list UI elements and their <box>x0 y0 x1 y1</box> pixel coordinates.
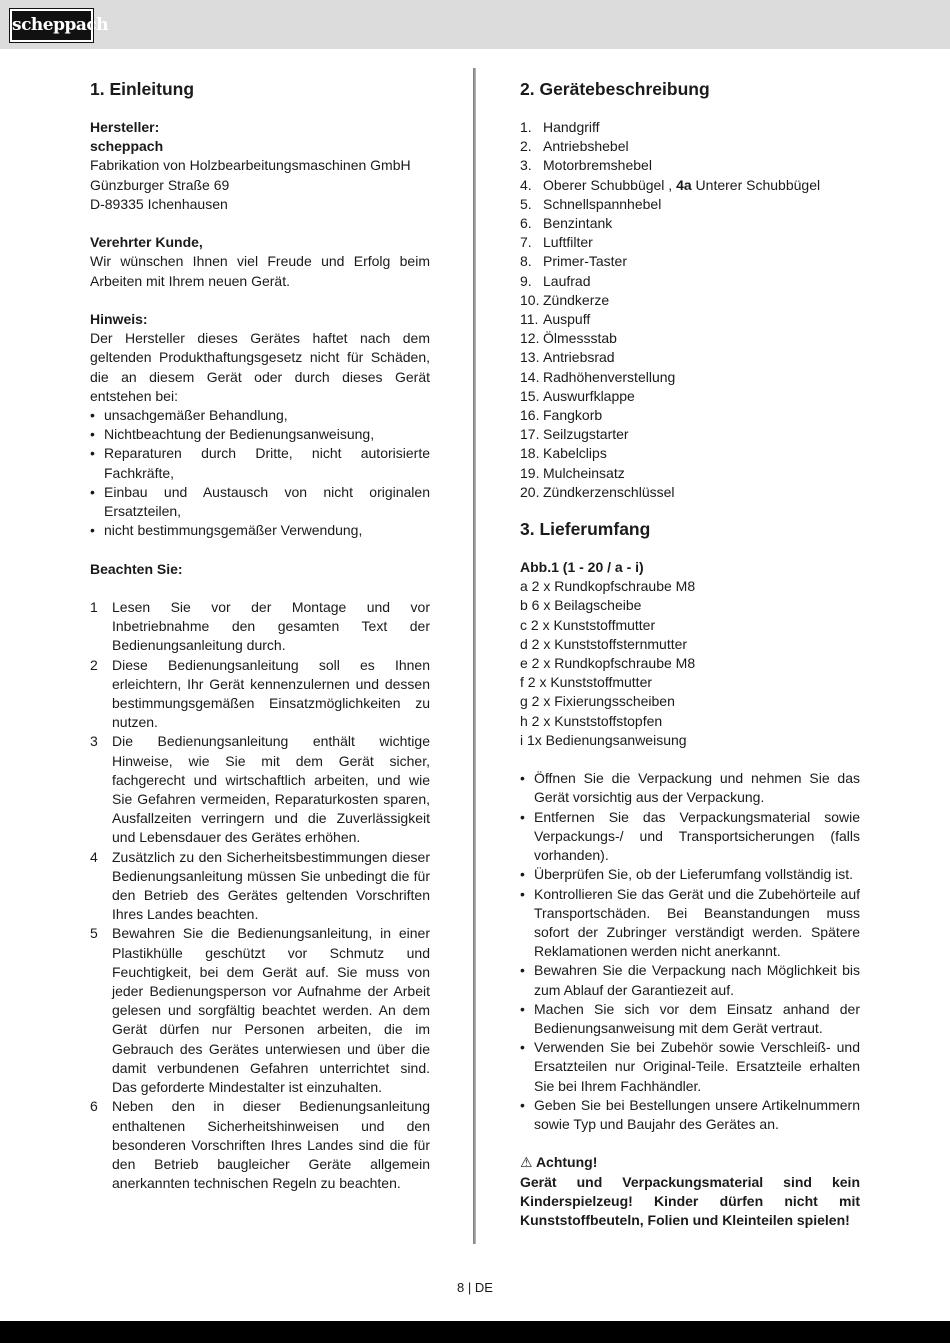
item-number: 2 <box>90 656 98 673</box>
list-item: b 6 x Beilagscheibe <box>520 597 642 614</box>
list-item: • Öffnen Sie die Verpackung und nehmen Sie das Gerät vorsichtig aus der Verpackung. <box>520 769 860 807</box>
warning-heading <box>520 1153 860 1172</box>
list-item: f 2 x Kunststoffmutter <box>520 674 653 691</box>
scheppach-logo: scheppach <box>10 9 93 42</box>
parts-list <box>520 118 860 502</box>
list-item <box>90 1097 430 1193</box>
column-divider <box>473 68 476 1244</box>
page-number: 8 | DE <box>457 1280 493 1295</box>
warning-text: Gerät und Verpackungsmaterial sind kein Kinderspielzeug! Kinder dürfen nicht mit Kunststoffbeuteln, Folien und Kleinteilen spielen! <box>520 1173 860 1228</box>
list-item: c 2 x Kunststoffmutter <box>520 616 656 633</box>
header-bar <box>0 0 950 49</box>
list-item: • Geben Sie bei Bestellungen unsere Artikelnummern sowie Typ und Baujahr des Gerätes an. <box>520 1096 860 1134</box>
list-item: • Entfernen Sie das Verpackungsmaterial sowie Verpackungs-/ und Transportsicherungen (falls vorhanden). <box>520 808 860 866</box>
list-item: i 1x Bedienungsanweisung <box>520 731 687 748</box>
greeting-label: Verehrter Kunde, <box>90 234 203 251</box>
attention-label: Beachten Sie: <box>90 560 183 577</box>
list-item: • Nichtbeachtung der Bedienungsanweisung, <box>90 425 430 444</box>
list-item: 16. Fangkorb <box>520 407 603 424</box>
list-item: 18. Kabelclips <box>520 445 607 462</box>
list-item: • Reparaturen durch Dritte, nicht autorisierte Fachkräfte, <box>90 444 430 482</box>
section-heading-scope-of-delivery: 3. Lieferumfang <box>520 519 651 540</box>
list-item <box>90 848 430 925</box>
list-item: • Einbau und Austausch von nicht originalen Ersatzteilen, <box>90 483 430 521</box>
list-item <box>90 656 430 733</box>
list-item: 19. Mulcheinsatz <box>520 464 625 481</box>
list-item: 8. Primer-Taster <box>520 253 628 270</box>
list-item: 12. Ölmessstab <box>520 330 617 347</box>
scope-list <box>520 577 860 750</box>
list-item: 2. Antriebshebel <box>520 138 629 155</box>
footer-bar <box>0 1321 950 1343</box>
list-item: a 2 x Rundkopfschraube M8 <box>520 578 696 595</box>
list-item: g 2 x Fixierungsscheiben <box>520 693 675 710</box>
address-line: D-89335 Ichenhausen <box>90 195 228 212</box>
item-number: 5 <box>90 925 98 942</box>
list-item: • unsachgemäßer Behandlung, <box>90 406 430 425</box>
list-item: 4. Oberer Schubbügel , 4a Unterer Schubbügel <box>520 176 821 193</box>
manufacturer-address <box>90 156 430 214</box>
list-item: • Bewahren Sie die Verpackung nach Möglichkeit bis zum Ablauf der Garantiezeit auf. <box>520 961 860 999</box>
list-item: • Kontrollieren Sie das Gerät und die Zubehörteile auf Transportschäden. Bei Beanstandungen muss sofort der Zubringer verständigt werden. Spätere Reklamationen werden nicht anerkannt. <box>520 885 860 962</box>
list-item: 3. Motorbremshebel <box>520 157 652 174</box>
right-column <box>520 78 860 1230</box>
section-heading-device-description: 2. Gerätebeschreibung <box>520 79 710 99</box>
item-text: Bewahren Sie die Bedienungsanleitung, in einer Plastikhülle geschützt vor Schmutz und Feuchtigkeit, bei dem Gerät auf. Sie muss von jeder Bedienungsperson vor Aufnahme der Arbeit gelesen und sorgfältig beachtet werden. An dem Gerät dürfen nur Personen arbeiten, die im Gebrauch des Gerätes unterwiesen und über die damit verbundenen Gefahren unterrichtet sind. Das geforderte Mindestalter ist einzuhalten. <box>112 925 430 1096</box>
list-item: • Verwenden Sie bei Zubehör sowie Verschleiß- und Ersatzteilen nur Original-Teile. Ersatzteile erhalten Sie bei Ihrem Fachhändler. <box>520 1038 860 1096</box>
left-column <box>90 78 430 1193</box>
list-item: 10. Zündkerze <box>520 291 610 308</box>
item-number: 6 <box>90 1098 98 1115</box>
list-item: 9. Laufrad <box>520 272 591 289</box>
item-text: Diese Bedienungsanleitung soll es Ihnen erleichtern, Ihr Gerät kennenzulernen und dessen bestimmungsgemäßen Einsatzmöglichkeiten zu nutzen. <box>112 656 430 731</box>
note-bullet-list <box>90 406 430 540</box>
numbered-instructions <box>90 598 430 1193</box>
list-item: 5. Schnellspannhebel <box>520 195 662 212</box>
item-number: 1 <box>90 599 98 616</box>
item-text: Lesen Sie vor der Montage und vor Inbetriebnahme den gesamten Text der Bedienungsanleitung durch. <box>112 599 430 654</box>
list-item: d 2 x Kunststoffsternmutter <box>520 635 688 652</box>
manufacturer-label: Hersteller: <box>90 119 160 135</box>
list-item: h 2 x Kunststoffstopfen <box>520 712 663 729</box>
list-item <box>90 598 430 656</box>
note-label: Hinweis: <box>90 311 148 327</box>
list-item: 17. Seilzugstarter <box>520 426 629 443</box>
item-number: 3 <box>90 733 98 750</box>
address-line: Fabrikation von Holzbearbeitungsmaschinen GmbH <box>90 157 411 174</box>
list-item: 14. Radhöhenverstellung <box>520 368 676 385</box>
note-text: Der Hersteller dieses Gerätes haftet nach dem geltenden Produkthaftungsgesetz nicht für Schäden, die an diesem Gerät oder durch dieses Gerät entstehen bei: <box>90 330 430 404</box>
item-text: Die Bedienungsanleitung enthält wichtige Hinweise, wie Sie mit dem Gerät sicher, fachgerecht und wirtschaftlich arbeiten, und wie Sie Gefahren vermeiden, Reparaturkosten sparen, Ausfallzeiten verringern und die Zuverlässigkeit und Lebensdauer des Gerätes erhöhen. <box>112 733 430 846</box>
list-item: 6. Benzintank <box>520 215 613 232</box>
list-item: 11. Auspuff <box>520 311 591 328</box>
figure-label: Abb.1 (1 - 20 / a - i) <box>520 559 644 576</box>
address-line: Günzburger Straße 69 <box>90 176 230 193</box>
item-text: Zusätzlich zu den Sicherheitsbestimmungen dieser Bedienungsanleitung müssen Sie unbedingt die für den Betrieb des Gerätes geltenden Vorschriften Ihres Landes beachten. <box>112 848 430 923</box>
list-item: 1. Handgriff <box>520 119 600 135</box>
list-item: 20. Zündkerzenschlüssel <box>520 483 675 500</box>
list-item: 15. Auswurfklappe <box>520 387 635 404</box>
list-item: • Überprüfen Sie, ob der Lieferumfang vollständig ist. <box>520 865 860 884</box>
list-item: e 2 x Rundkopfschraube M8 <box>520 655 696 672</box>
greeting-text: Wir wünschen Ihnen viel Freude und Erfolg beim Arbeiten mit Ihrem neuen Gerät. <box>90 253 430 289</box>
item-text: Neben den in dieser Bedienungsanleitung enthaltenen Sicherheitshinweisen und den besonderen Vorschriften Ihres Landes sind die für den Betrieb baugleicher Geräte allgemein anerkannten technischen Regeln zu beachten. <box>112 1098 430 1192</box>
list-item <box>90 924 430 1097</box>
list-item <box>90 732 430 847</box>
unpacking-bullet-list <box>520 769 860 1134</box>
list-item: • Machen Sie sich vor dem Einsatz anhand der Bedienungsanweisung mit dem Gerät vertraut. <box>520 1000 860 1038</box>
warning-icon: ⚠ <box>520 1154 533 1171</box>
list-item: • nicht bestimmungsgemäßer Verwendung, <box>90 521 430 540</box>
manufacturer-name: scheppach <box>90 138 164 155</box>
warning-title: Achtung! <box>535 1154 598 1171</box>
item-number: 4 <box>90 848 98 865</box>
section-heading-introduction: 1. Einleitung <box>90 79 195 99</box>
list-item: 13. Antriebsrad <box>520 349 615 366</box>
list-item: 7. Luftfilter <box>520 234 593 251</box>
